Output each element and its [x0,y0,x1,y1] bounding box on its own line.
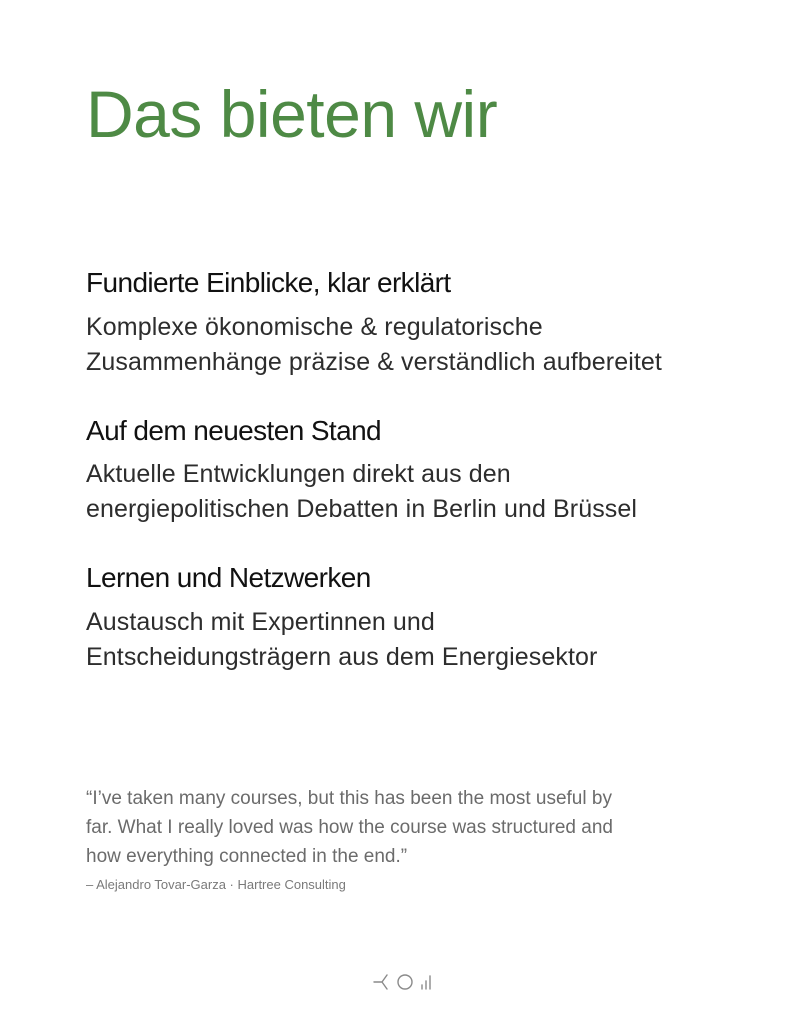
testimonial-quote-line: far. What I really loved was how the course was structured and [86,817,613,838]
feature-heading: Lernen und Netzwerken [86,562,371,594]
testimonial [86,784,726,892]
feature-heading: Fundierte Einblicke, klar erklärt [86,267,451,298]
feature-description [86,310,786,380]
testimonial-quote-line: how everything connected in the end.” [86,846,408,867]
feature-description-line: Aktuelle Entwicklungen direkt aus den [86,460,511,489]
feature-description [86,457,786,527]
testimonial-author: – Alejandro Tovar-Garza · Hartree Consulting [86,877,346,892]
feature-item [86,266,786,380]
feature-heading: Auf dem neuesten Stand [86,414,382,446]
feature-list [86,266,786,709]
feature-description [86,605,786,675]
feature-description-line: energiepolitischen Debatten in Berlin und Brüssel [86,495,638,524]
feature-description-line: Austausch mit Expertinnen und [86,607,435,636]
testimonial-quote-line: “I’ve taken many courses, but this has been the most useful by [86,788,612,809]
feature-item [86,561,786,675]
feature-description-line: Entscheidungsträgern aus dem Energiesektor [86,642,598,671]
feature-description-line: Komplexe ökonomische & regulatorische [86,312,543,341]
page-title: Das bieten wir [86,77,498,151]
feature-description-line: Zusammenhänge präzise & verständlich aufbereitet [86,347,662,376]
brand-logo-icon [371,970,441,994]
feature-item [86,414,786,528]
testimonial-quote [86,784,726,871]
